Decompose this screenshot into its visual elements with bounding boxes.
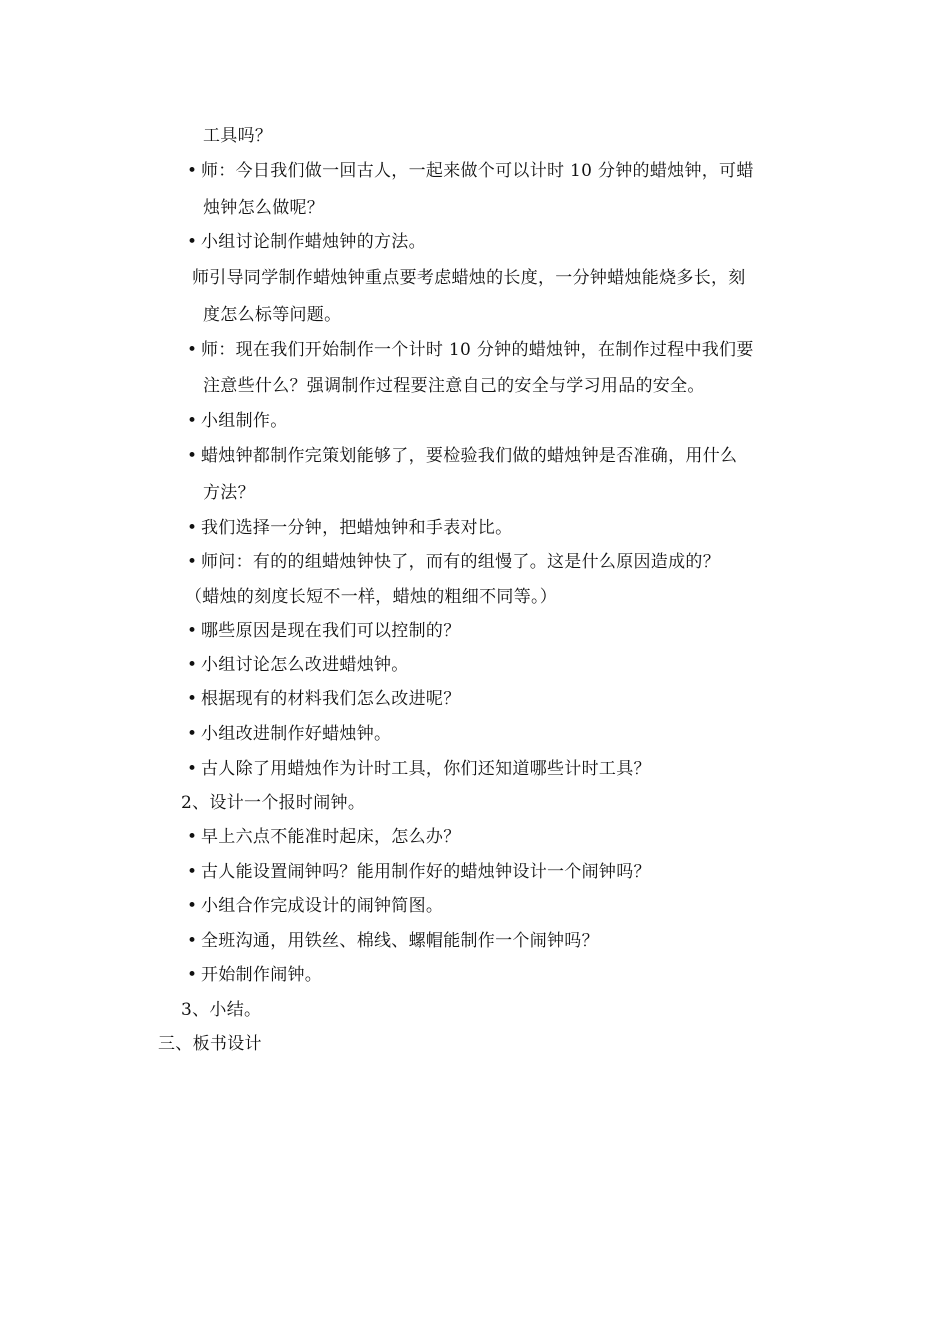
text-line: [192, 266, 746, 290]
line-text: 三、板书设计: [158, 1034, 262, 1054]
bullet-icon: •: [187, 827, 198, 847]
bullet-item: [187, 338, 754, 362]
line-text: 2、设计一个报时闹钟。: [181, 793, 366, 813]
line-text: 全班沟通，用铁丝、棉线、螺帽能制作一个闹钟吗？: [201, 931, 599, 951]
bullet-item: [187, 230, 426, 254]
line-text: 注意些什么？强调制作过程要注意自己的安全与学习用品的安全。: [203, 376, 705, 396]
line-text: 蜡烛钟都制作完策划能够了，要检验我们做的蜡烛钟是否准确，用什么: [201, 446, 738, 466]
line-text: 我们选择一分钟，把蜡烛钟和手表对比。: [201, 518, 513, 538]
line-text: 方法？: [203, 483, 255, 503]
text-line: [185, 585, 557, 609]
bullet-item: [187, 653, 409, 677]
bullet-item: [187, 409, 288, 433]
bullet-item: [187, 444, 737, 468]
line-text: 师引导同学制作蜡烛钟重点要考虑蜡烛的长度，一分钟蜡烛能烧多长，刻: [192, 268, 746, 288]
line-text: 度怎么标等问题。: [203, 305, 342, 325]
line-text: 小组改进制作好蜡烛钟。: [201, 724, 392, 744]
bullet-item: [187, 159, 754, 183]
line-text: 工具吗？: [203, 126, 273, 146]
bullet-icon: •: [187, 759, 198, 779]
bullet-icon: •: [187, 965, 198, 985]
text-line: [203, 124, 272, 148]
line-text: 小组讨论怎么改进蜡烛钟。: [201, 655, 409, 675]
line-text: 古人能设置闹钟吗？能用制作好的蜡烛钟设计一个闹钟吗？: [201, 862, 651, 882]
bullet-item: [187, 963, 322, 987]
text-line: [203, 303, 341, 327]
bullet-icon: •: [187, 689, 198, 709]
text-line: [203, 374, 705, 398]
line-text: 哪些原因是现在我们可以控制的？: [201, 621, 461, 641]
bullet-icon: •: [187, 411, 198, 431]
line-text: 师：现在我们开始制作一个计时 10 分钟的蜡烛钟，在制作过程中我们要: [201, 340, 754, 360]
bullet-icon: •: [187, 655, 198, 675]
bullet-icon: •: [187, 161, 198, 181]
bullet-icon: •: [187, 340, 198, 360]
line-text: 3、小结。: [181, 1000, 262, 1020]
bullet-item: [187, 929, 599, 953]
text-line: [203, 196, 324, 220]
bullet-item: [187, 516, 512, 540]
bullet-icon: •: [187, 931, 198, 951]
text-line: [203, 481, 255, 505]
bullet-icon: •: [187, 446, 198, 466]
bullet-icon: •: [187, 862, 198, 882]
bullet-icon: •: [187, 896, 198, 916]
bullet-icon: •: [187, 552, 198, 572]
line-text: 烛钟怎么做呢？: [203, 198, 325, 218]
bullet-item: [187, 757, 651, 781]
line-text: 开始制作闹钟。: [201, 965, 323, 985]
line-text: 根据现有的材料我们怎么改进呢？: [201, 689, 461, 709]
section-heading: [181, 998, 261, 1022]
line-text: 小组合作完成设计的闹钟简图。: [201, 896, 444, 916]
bullet-icon: •: [187, 232, 198, 252]
line-text: 早上六点不能准时起床，怎么办？: [201, 827, 461, 847]
bullet-item: [187, 894, 443, 918]
bullet-icon: •: [187, 621, 198, 641]
line-text: 古人除了用蜡烛作为计时工具，你们还知道哪些计时工具？: [201, 759, 651, 779]
bullet-item: [187, 619, 461, 643]
bullet-icon: •: [187, 518, 198, 538]
line-text: （蜡烛的刻度长短不一样，蜡烛的粗细不同等。）: [185, 587, 558, 607]
bullet-item: [187, 722, 391, 746]
line-text: 小组制作。: [201, 411, 288, 431]
section-heading: [158, 1032, 262, 1056]
line-text: 师：今日我们做一回古人，一起来做个可以计时 10 分钟的蜡烛钟，可蜡: [201, 161, 754, 181]
bullet-item: [187, 825, 461, 849]
line-text: 小组讨论制作蜡烛钟的方法。: [201, 232, 426, 252]
line-text: 师问：有的的组蜡烛钟快了，而有的组慢了。这是什么原因造成的？: [201, 552, 720, 572]
section-heading: [181, 791, 365, 815]
bullet-icon: •: [187, 724, 198, 744]
bullet-item: [187, 860, 651, 884]
bullet-item: [187, 550, 720, 574]
bullet-item: [187, 687, 461, 711]
